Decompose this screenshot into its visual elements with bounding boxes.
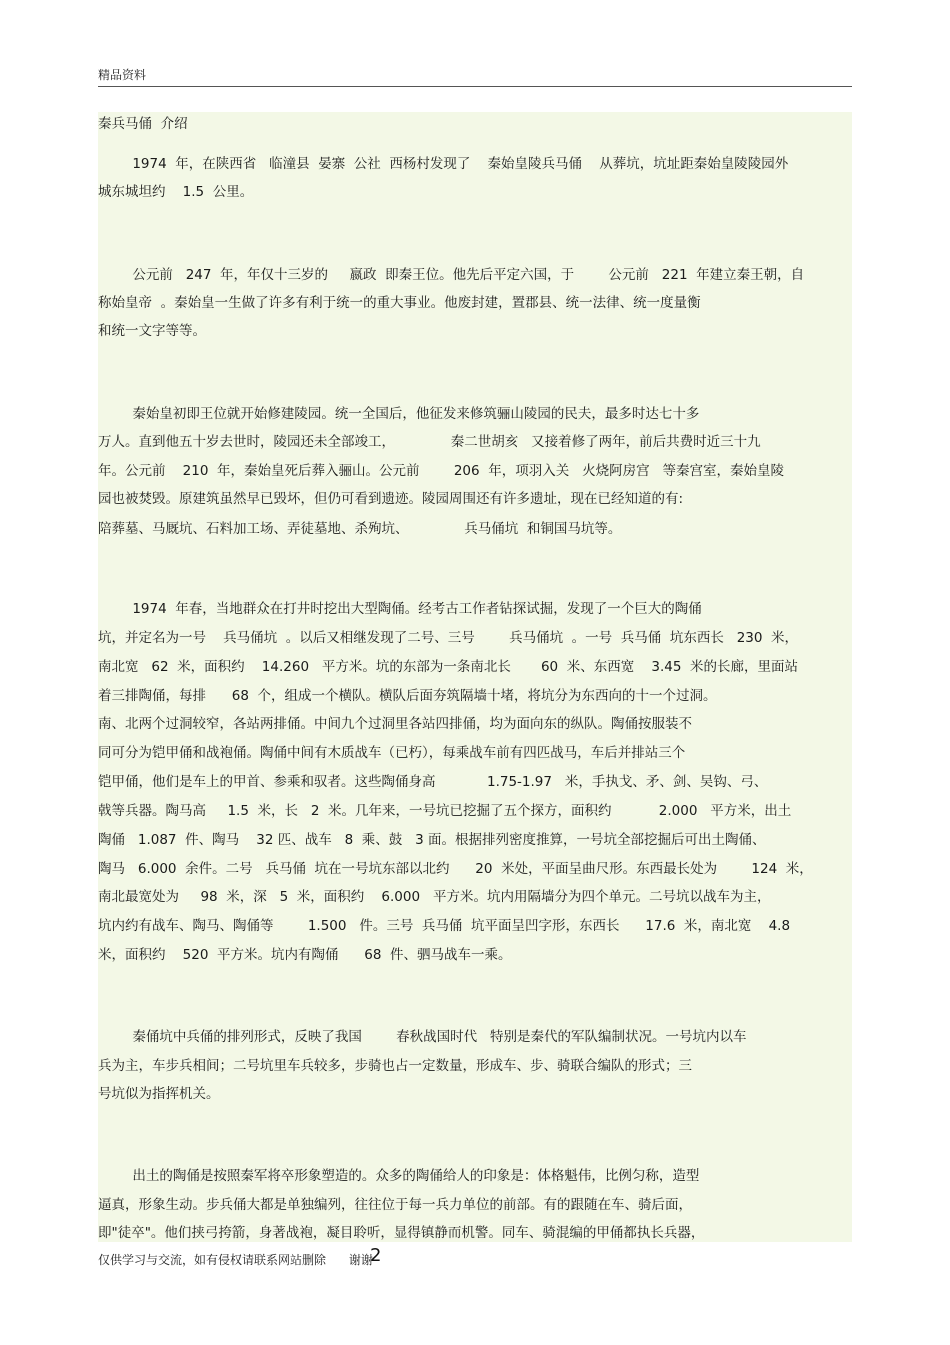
paragraph-line: 陶俑 1.087 件、陶马 32 匹、战车 8 乘、鼓 3 面。根据排列密度推算，一号坑全部挖掘后可出土陶俑、 <box>98 832 766 848</box>
paragraph-line: 陪葬墓、马厩坑、石料加工场、弄徒墓地、杀殉坑、 兵马俑坑 和铜国马坑等。 <box>98 521 622 537</box>
paragraph-line: 秦始皇初即王位就开始修建陵园。统一全国后，他征发来修筑骊山陵园的民夫，最多时达七十多 <box>98 406 700 422</box>
paragraph-line: 南、北两个过洞较窄，各站两排俑。中间九个过洞里各站四排俑，均为面向东的纵队。陶俑按服装不 <box>98 716 692 732</box>
paragraph-line: 号坑似为指挥机关。 <box>98 1086 220 1102</box>
paragraph-line: 兵为主，车步兵相间；二号坑里车兵较多，步骑也占一定数量，形成车、步、骑联合编队的形式；三 <box>98 1058 692 1074</box>
paragraph-line: 年。公元前 210 年，秦始皇死后葬入骊山。公元前 206 年，项羽入关 火烧阿房宫 等秦宫室，秦始皇陵 <box>98 463 784 479</box>
page-number: 2 <box>370 1245 382 1266</box>
paragraph-line: 即"徒卒"。他们挟弓挎箭，身著战袍，凝目聆听，显得镇静而机警。同车、骑混编的甲俑都执长兵器， <box>98 1225 705 1241</box>
paragraph-line: 南北最宽处为 98 米，深 5 米，面积约 6.000 平方米。坑内用隔墙分为四个单元。二号坑以战车为主， <box>98 889 771 905</box>
paragraph-line: 公元前 247 年，年仅十三岁的 嬴政 即秦王位。他先后平定六国，于 公元前 221 年建立秦王朝，自 <box>98 267 805 283</box>
paragraph-line: 着三排陶俑，每排 68 个，组成一个横队。横队后面夯筑隔墙十堵，将坑分为东西向的十一个过洞。 <box>98 688 717 704</box>
paragraph-line: 万人。直到他五十岁去世时，陵园还未全部竣工， 秦二世胡亥 又接着修了两年，前后共费时近三十九 <box>98 434 761 450</box>
paragraph-line: 和统一文字等等。 <box>98 323 206 339</box>
paragraph-line: 城东城坦约 1.5 公里。 <box>98 184 254 200</box>
paragraph-line: 出土的陶俑是按照秦军将卒形象塑造的。众多的陶俑给人的印象是：体格魁伟，比例匀称，造型 <box>98 1168 700 1184</box>
paragraph-line: 秦俑坑中兵俑的排列形式，反映了我国 春秋战国时代 特别是秦代的军队编制状况。一号坑内以车 <box>98 1029 747 1045</box>
paragraph-line: 南北宽 62 米，面积约 14.260 平方米。坑的东部为一条南北长 60 米、东西宽 3.45 米的长廊，里面站 <box>98 659 799 675</box>
header-label: 精品资料 <box>98 68 147 82</box>
footer-disclaimer: 仅供学习与交流，如有侵权请联系网站删除 谢谢 <box>98 1253 373 1267</box>
header-divider <box>98 86 852 87</box>
paragraph-line: 同可分为铠甲俑和战袍俑。陶俑中间有木质战车（已朽），每乘战车前有四匹战马，车后并排站三个 <box>98 745 686 761</box>
paragraph-line: 1974 年春，当地群众在打井时挖出大型陶俑。经考古工作者钻探试掘，发现了一个巨大的陶俑 <box>98 601 702 617</box>
paragraph-line: 米，面积约 520 平方米。坑内有陶俑 68 件、驷马战车一乘。 <box>98 947 512 963</box>
paragraph-line: 称始皇帝 。秦始皇一生做了许多有利于统一的重大事业。他废封建，置郡县、统一法律、统一度量衡 <box>98 295 701 311</box>
paragraph-line: 铠甲俑，他们是车上的甲首、参乘和驭者。这些陶俑身高 1.75-1.97 米，手执戈、矛、剑、吴钩、弓、 <box>98 774 768 790</box>
paragraph-line: 坑，并定名为一号 兵马俑坑 。以后又相继发现了二号、三号 兵马俑坑 。一号 兵马俑 坑东西长 230 米， <box>98 630 799 646</box>
paragraph-line: 坑内约有战车、陶马、陶俑等 1.500 件。三号 兵马俑 坑平面呈凹字形，东西长 17.6 米，南北宽 4.8 <box>98 918 791 934</box>
paragraph-line: 园也被焚毁。原建筑虽然早已毁坏，但仍可看到遗迹。陵园周围还有许多遗址，现在已经知道的有: <box>98 491 684 507</box>
paragraph-line: 逼真，形象生动。步兵俑大都是单独编列，往往位于每一兵力单位的前部。有的跟随在车、骑后面， <box>98 1197 692 1213</box>
paragraph-line: 陶马 6.000 余件。二号 兵马俑 坑在一号坑东部以北约 20 米处，平面呈曲尺形。东西最长处为 124 米， <box>98 861 813 877</box>
document-title: 秦兵马俑 介绍 <box>98 116 188 132</box>
paragraph-line: 戟等兵器。陶马高 1.5 米，长 2 米。几年来，一号坑已挖掘了五个探方，面积约 2.000 平方米，出土 <box>98 803 792 819</box>
paragraph-line: 1974 年，在陕西省 临潼县 晏寨 公社 西杨村发现了 秦始皇陵兵马俑 从葬坑，坑址距秦始皇陵陵园外 <box>98 156 789 172</box>
